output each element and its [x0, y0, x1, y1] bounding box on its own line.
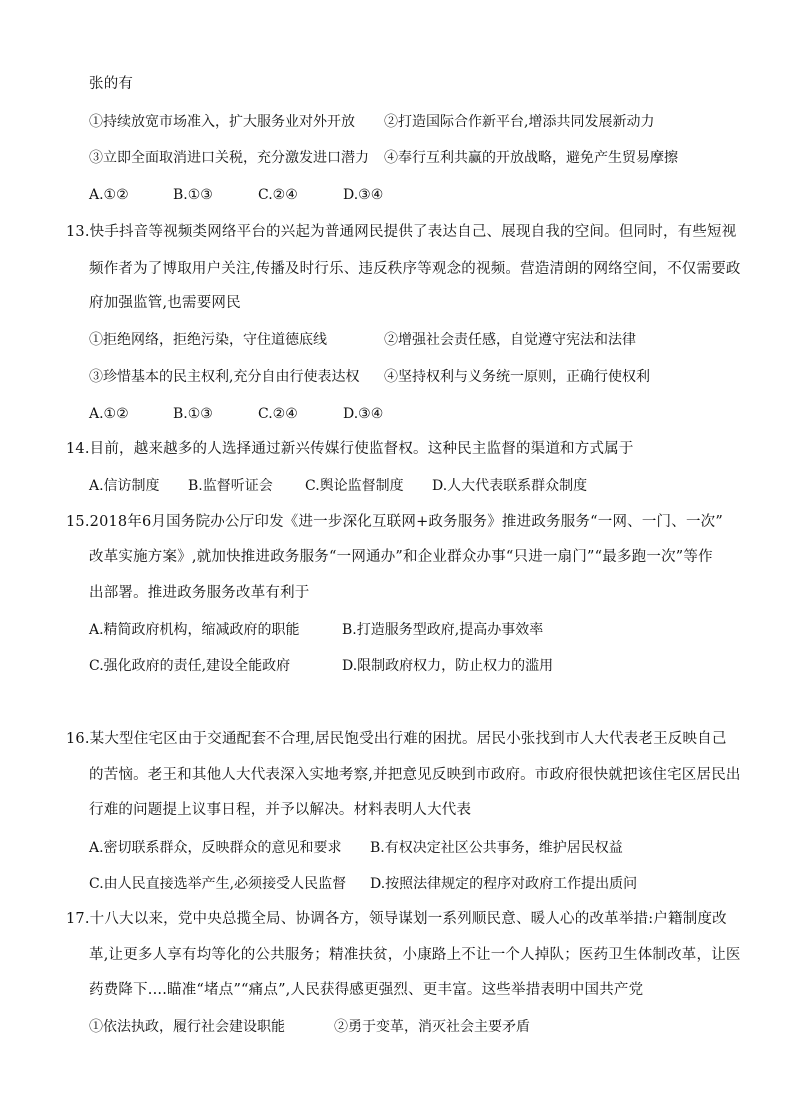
question-12-choice-d: D.③④ [343, 187, 384, 203]
question-16-stem-line-2: 的苦恼。老王和其他人大代表深入实地考察,并把意见反映到市政府。市政府很快就把该住宅区居民出 [89, 767, 741, 783]
question-13-choice-c: C.②④ [258, 406, 298, 422]
question-17-statement-2: ②勇于变革，消灭社会主要矛盾 [334, 1019, 530, 1035]
question-12-choice-c: C.②④ [258, 187, 298, 203]
question-13-statement-4: ④坚持权利与义务统一原则，正确行使权利 [384, 369, 650, 385]
question-15-choice-c: C.强化政府的责任,建设全能政府 [89, 658, 291, 674]
question-15-stem-line-1: 15.2018年6月国务院办公厅印发《进一步深化互联网+政务服务》推进政务服务“一网、一门、一次” [66, 514, 723, 530]
question-16-choice-b: B.有权决定社区公共事务，维护居民权益 [370, 840, 623, 856]
question-13-stem-line-2: 频作者为了博取用户关注,传播及时行乐、违反秩序等观念的视频。营造清朗的网络空间，不仅需要政 [89, 261, 741, 277]
question-15-stem-line-2: 改革实施方案》,就加快推进政务服务“一网通办”和企业群众办事“只进一扇门”“最多跑一次”等作 [89, 549, 713, 565]
question-16-stem-line-1: 16.某大型住宅区由于交通配套不合理,居民饱受出行难的困扰。居民小张找到市人大代表老王反映自己 [66, 731, 727, 747]
question-12-choice-b: B.①③ [173, 187, 213, 203]
question-16-stem-line-3: 行难的问题提上议事日程，并予以解决。材料表明人大代表 [89, 802, 472, 818]
question-13-choice-a: A.①② [89, 406, 129, 422]
question-16-choice-c: C.由人民直接选举产生,必须接受人民监督 [89, 876, 347, 892]
question-15-choice-d: D.限制政府权力，防止权力的滥用 [342, 658, 554, 674]
question-15-choice-b: B.打造服务型政府,提高办事效率 [342, 622, 544, 638]
question-13-choice-b: B.①③ [173, 406, 213, 422]
question-13-statement-1: ①拒绝网络，拒绝污染，守住道德底线 [89, 332, 327, 348]
question-12-stem-tail: 张的有 [89, 76, 134, 92]
question-13-stem-line-3: 府加强监管,也需要网民 [89, 295, 241, 311]
question-13-statement-3: ③珍惜基本的民主权利,充分自由行使表达权 [89, 369, 360, 385]
question-17-stem-line-2: 革,让更多人享有均等化的公共服务；精准扶贫，小康路上不让一个人掉队；医药卫生体制改革，让医 [89, 947, 741, 963]
question-17-stem-line-3: 药费降下....瞄准“堵点”“痛点”,人民获得感更强烈、更丰富。这些举措表明中国共产党 [89, 982, 644, 998]
question-14-choice-a: A.信访制度 [89, 478, 160, 494]
question-12-statement-3: ③立即全面取消进口关税，充分激发进口潜力 [89, 150, 369, 166]
question-12-statement-2: ②打造国际合作新平台,增添共同发展新动力 [384, 114, 655, 130]
question-13-statement-2: ②增强社会责任感，自觉遵守宪法和法律 [384, 332, 636, 348]
question-14-stem-line-1: 14.目前，越来越多的人选择通过新兴传媒行使监督权。这种民主监督的渠道和方式属于 [66, 441, 634, 457]
question-16-choice-a: A.密切联系群众，反映群众的意见和要求 [89, 840, 342, 856]
question-17-statement-1: ①依法执政，履行社会建设职能 [89, 1019, 285, 1035]
question-12-statement-1: ①持续放宽市场准入，扩大服务业对外开放 [89, 114, 355, 130]
question-16-choice-d: D.按照法律规定的程序对政府工作提出质问 [370, 876, 638, 892]
question-13-stem-line-1: 13.快手抖音等视频类网络平台的兴起为普通网民提供了表达自己、展现自我的空间。但同时，有些短视 [66, 224, 737, 240]
question-14-choice-c: C.舆论监督制度 [305, 478, 404, 494]
question-17-stem-line-1: 17.十八大以来，党中央总揽全局、协调各方，领导谋划一系列顺民意、暖人心的改革举措:户籍制度改 [66, 911, 727, 927]
question-12-choice-a: A.①② [89, 187, 129, 203]
question-14-choice-b: B.监督听证会 [188, 478, 273, 494]
question-13-choice-d: D.③④ [343, 406, 384, 422]
question-14-choice-d: D.人大代表联系群众制度 [432, 478, 588, 494]
question-12-statement-4: ④奉行互利共赢的开放战略，避免产生贸易摩擦 [384, 150, 678, 166]
question-15-stem-line-3: 出部署。推进政务服务改革有利于 [89, 585, 310, 601]
question-15-choice-a: A.精简政府机构，缩减政府的职能 [89, 622, 300, 638]
